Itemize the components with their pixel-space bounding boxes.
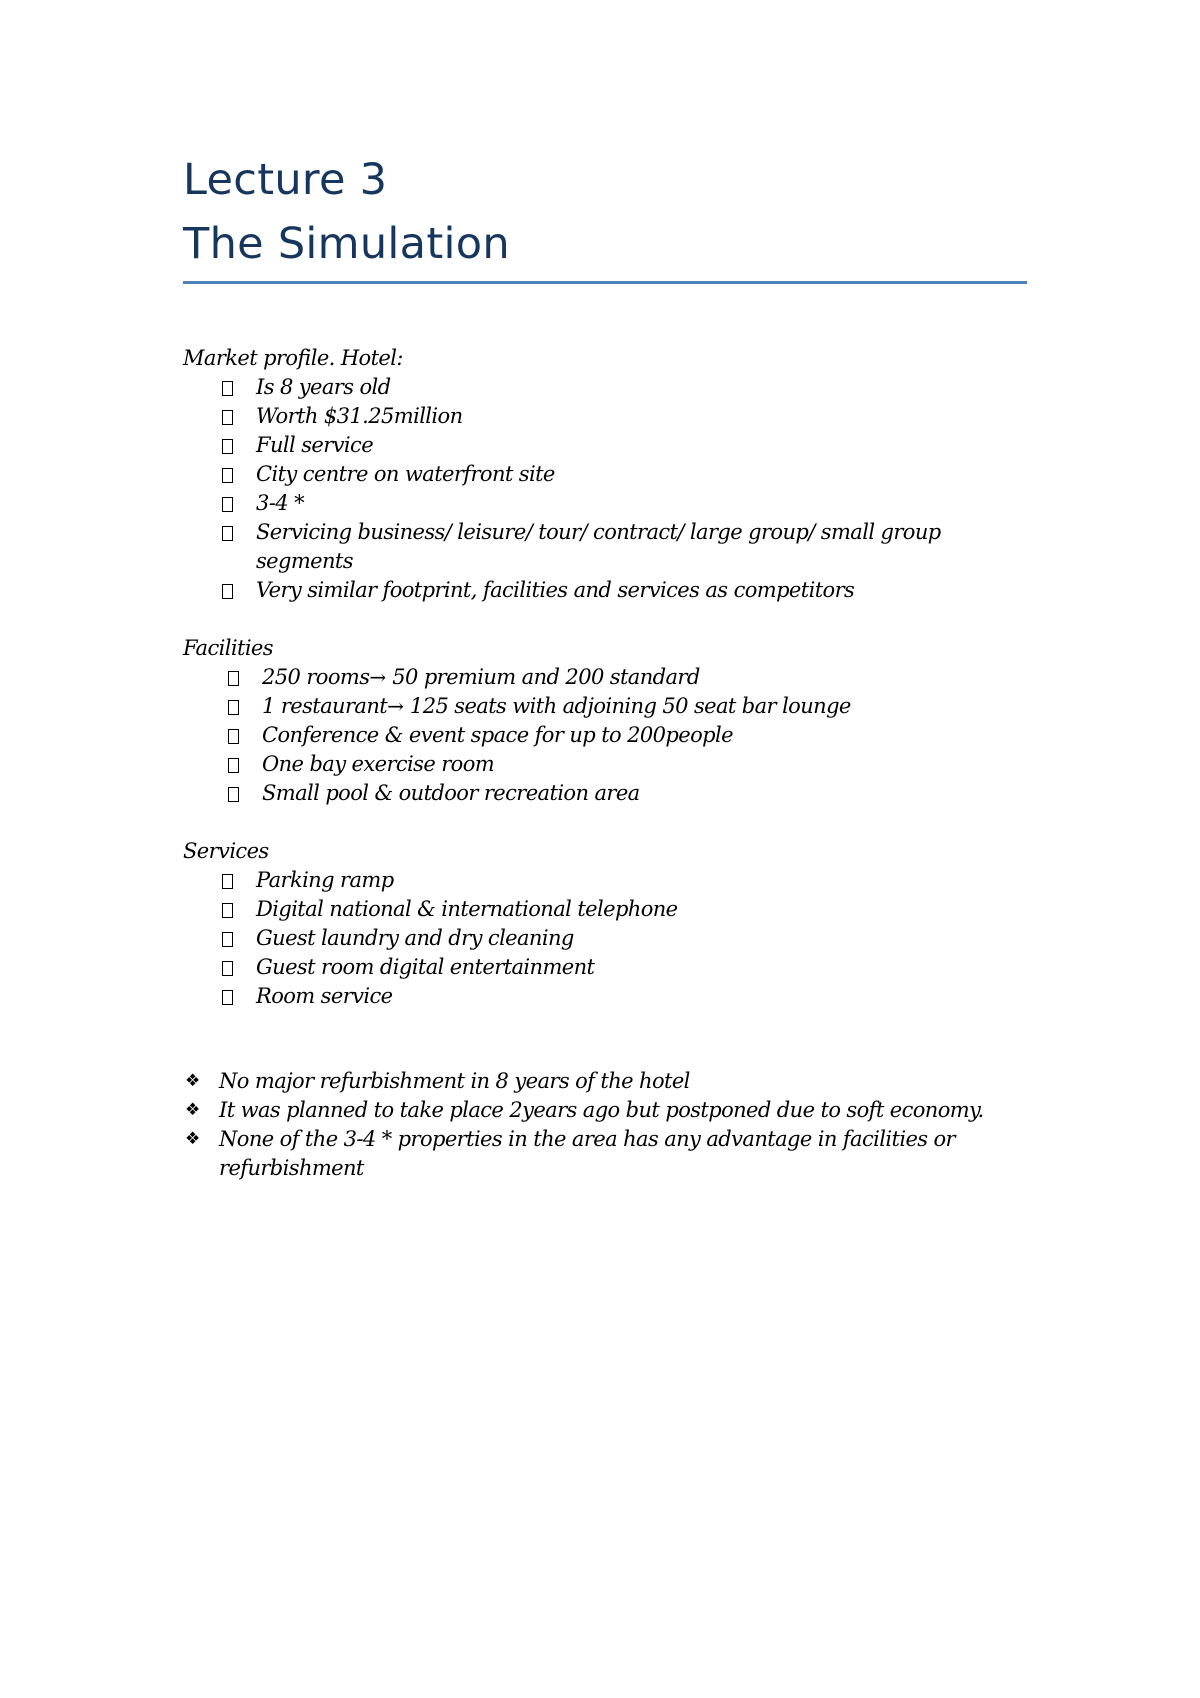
square-bullet-icon [228, 729, 239, 744]
list-item [183, 518, 1027, 576]
square-bullet-icon [228, 787, 239, 802]
list-item [183, 576, 1027, 605]
square-bullet-icon [222, 932, 233, 947]
list-item-text: Room service [256, 984, 393, 1008]
list-item-text: Is 8 years old [256, 375, 391, 399]
list-item-text: Very similar footprint, facilities and services as competitors [256, 578, 855, 602]
square-bullet-icon [228, 671, 239, 686]
square-bullet-icon [222, 874, 233, 889]
list-item [183, 750, 1027, 779]
market-profile-heading: Market profile. Hotel: [183, 346, 403, 370]
list-item [183, 373, 1027, 402]
list-item-text: One bay exercise room [262, 752, 495, 776]
list-item-text: Servicing business/ leisure/ tour/ contract/ large group/ small group segments [256, 520, 941, 573]
list-item-text: 50 premium and 200 standard [386, 665, 700, 689]
square-bullet-icon [222, 468, 233, 483]
list-item [183, 721, 1027, 750]
square-bullet-icon [222, 961, 233, 976]
list-item [183, 982, 1027, 1011]
list-item-text: 250 rooms [262, 665, 370, 689]
list-item [183, 779, 1027, 808]
square-bullet-icon [222, 410, 233, 425]
list-item [183, 460, 1027, 489]
list-item-text: No major refurbishment in 8 years of the hotel [219, 1069, 690, 1093]
list-item-text: Guest room digital entertainment [256, 955, 595, 979]
list-item-text: It was planned to take place 2years ago but postponed due to soft economy. [219, 1098, 984, 1122]
list-item-text: Full service [256, 433, 374, 457]
arrow-right-icon: → [369, 665, 387, 689]
list-item [183, 489, 1027, 518]
list-item [183, 1125, 1027, 1183]
diamond-bullet-icon: ❖ [185, 1100, 201, 1120]
document-body [183, 344, 1027, 1183]
services-heading: Services [183, 839, 269, 863]
square-bullet-icon [222, 990, 233, 1005]
lecture-number: Lecture 3 [183, 155, 388, 205]
market-profile-list [183, 373, 1027, 605]
list-item-text: 3-4 * [256, 491, 304, 515]
list-item-text: 125 seats with adjoining 50 seat bar lounge [403, 694, 851, 718]
page-title: The Simulation [183, 219, 510, 269]
title-block [183, 148, 1027, 276]
list-item [183, 431, 1027, 460]
list-item-text: None of the 3-4 * properties in the area has any advantage in facilities or refurbishment [219, 1127, 955, 1180]
arrow-right-icon: → [387, 694, 404, 718]
list-item-text: 1 restaurant [262, 694, 388, 718]
list-item-text: Guest laundry and dry cleaning [256, 926, 574, 950]
square-bullet-icon [228, 758, 239, 773]
square-bullet-icon [222, 497, 233, 512]
square-bullet-icon [222, 584, 233, 599]
square-bullet-icon [222, 526, 233, 541]
list-item-text: Conference & event space for up to 200people [262, 723, 733, 747]
list-item [183, 402, 1027, 431]
diamond-bullet-icon: ❖ [185, 1129, 201, 1149]
services-list [183, 866, 1027, 1011]
list-item-text: Worth $31.25million [256, 404, 463, 428]
square-bullet-icon [222, 903, 233, 918]
square-bullet-icon [228, 700, 239, 715]
list-item-text: Digital national & international telephone [256, 897, 678, 921]
title-divider [183, 281, 1027, 284]
list-item [183, 895, 1027, 924]
square-bullet-icon [222, 439, 233, 454]
list-item-text: City centre on waterfront site [256, 462, 555, 486]
list-item [183, 924, 1027, 953]
square-bullet-icon [222, 381, 233, 396]
facilities-list [183, 663, 1027, 808]
diamond-bullet-icon: ❖ [185, 1071, 201, 1091]
list-item [183, 663, 1027, 692]
notes-list [183, 1067, 1027, 1183]
list-item [183, 866, 1027, 895]
list-item [183, 692, 1027, 721]
list-item-text: Parking ramp [256, 868, 394, 892]
list-item [183, 1096, 1027, 1125]
list-item [183, 1067, 1027, 1096]
facilities-heading: Facilities [183, 636, 273, 660]
list-item-text: Small pool & outdoor recreation area [262, 781, 640, 805]
list-item [183, 953, 1027, 982]
